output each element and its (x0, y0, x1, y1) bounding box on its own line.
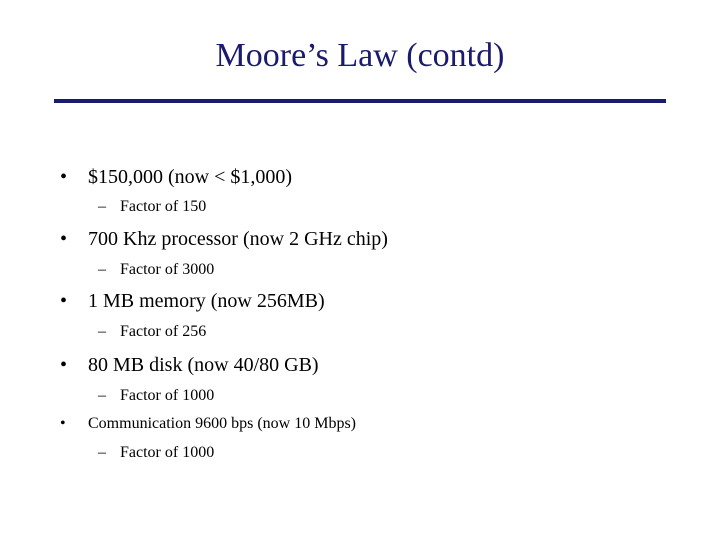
sub-item-2-text: Factor of 3000 (120, 261, 215, 278)
bullet-item-5-text: Communication 9600 bps (now 10 Mbps) (88, 415, 356, 432)
bullet-glyph: • (60, 415, 66, 432)
bullet-glyph: • (60, 228, 68, 250)
sub-item-1 (98, 197, 206, 217)
sub-item-5 (98, 443, 214, 463)
bullet-item-4-text: 80 MB disk (now 40/80 GB) (88, 354, 319, 376)
bullet-item-3-text: 1 MB memory (now 256MB) (88, 290, 325, 312)
dash-glyph: – (98, 387, 106, 404)
bullet-glyph: • (60, 166, 68, 188)
bullet-glyph: • (60, 354, 68, 376)
sub-item-4 (98, 386, 214, 406)
sub-item-4-text: Factor of 1000 (120, 387, 215, 404)
bullet-item-3 (60, 288, 325, 314)
bullet-item-1 (60, 164, 292, 190)
dash-glyph: – (98, 444, 106, 461)
title-underline (54, 99, 666, 103)
bullet-glyph: • (60, 290, 68, 312)
bullet-item-2 (60, 226, 388, 252)
sub-item-1-text: Factor of 150 (120, 198, 207, 215)
sub-item-3 (98, 322, 206, 342)
bullet-item-4 (60, 352, 319, 378)
sub-item-3-text: Factor of 256 (120, 323, 207, 340)
slide-title: Moore’s Law (contd) (215, 37, 505, 74)
sub-item-2 (98, 260, 214, 280)
dash-glyph: – (98, 198, 106, 215)
bullet-item-2-text: 700 Khz processor (now 2 GHz chip) (88, 228, 388, 250)
dash-glyph: – (98, 261, 106, 278)
bullet-item-5 (60, 414, 356, 434)
dash-glyph: – (98, 323, 106, 340)
bullet-item-1-text: $150,000 (now < $1,000) (88, 166, 293, 188)
sub-item-5-text: Factor of 1000 (120, 444, 215, 461)
